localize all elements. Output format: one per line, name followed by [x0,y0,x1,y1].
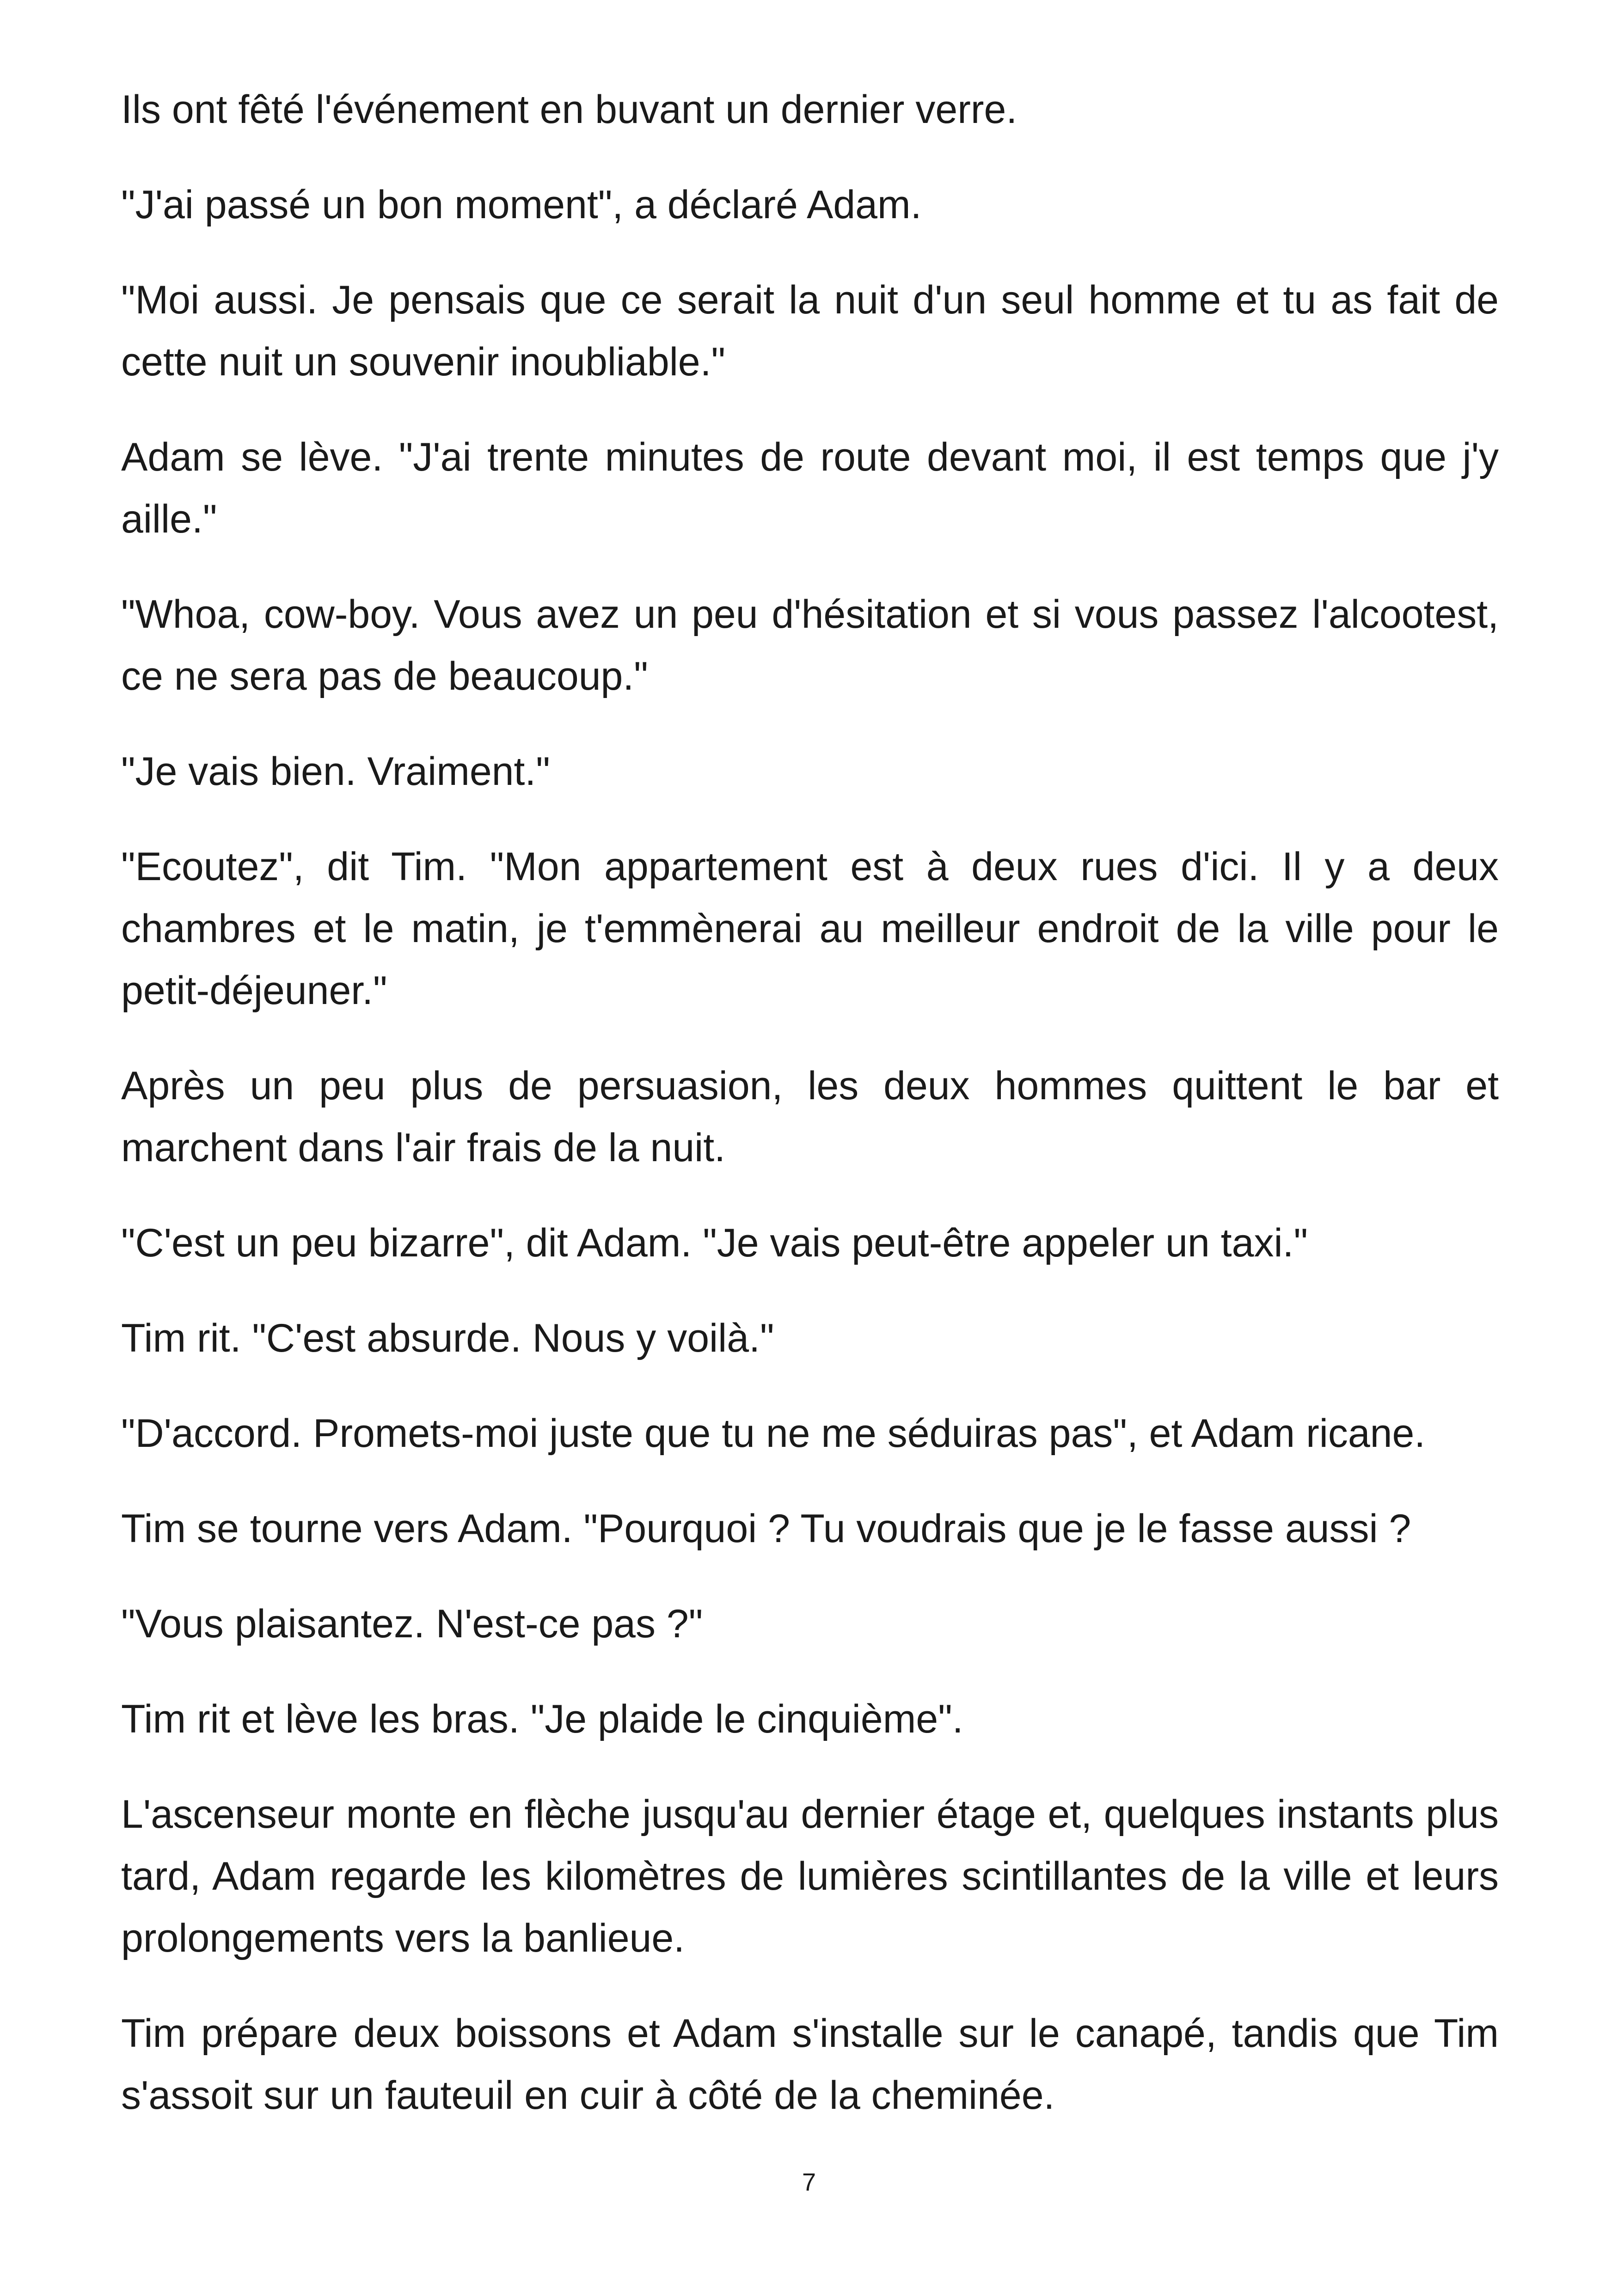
page-number: 7 [802,2168,816,2196]
paragraph: "C'est un peu bizarre", dit Adam. "Je vais peut-être appeler un taxi." [121,1221,1308,1265]
paragraph: Tim rit et lève les bras. "Je plaide le cinquième". [121,1697,963,1741]
paragraph: Après un peu plus de persuasion, les deux hommes quittent le bar et marchent dans l'air frais de la nuit. [121,1064,1499,1170]
paragraph: "Vous plaisantez. N'est-ce pas ?" [121,1602,703,1646]
paragraph: Tim se tourne vers Adam. "Pourquoi ? Tu voudrais que je le fasse aussi ? [121,1506,1411,1551]
paragraph: "D'accord. Promets-moi juste que tu ne me séduiras pas", et Adam ricane. [121,1411,1426,1456]
paragraph: "Je vais bien. Vraiment." [121,749,550,794]
body-text [121,79,1499,2160]
paragraph: Tim prépare deux boissons et Adam s'installe sur le canapé, tandis que Tim s'assoit sur un fauteuil en cuir à côté de la cheminée. [121,2011,1499,2118]
paragraph: "Whoa, cow-boy. Vous avez un peu d'hésitation et si vous passez l'alcootest, ce ne sera pas de beaucoup." [121,592,1499,698]
paragraph: "J'ai passé un bon moment", a déclaré Adam. [121,183,922,227]
paragraph: L'ascenseur monte en flèche jusqu'au dernier étage et, quelques instants plus tard, Adam regarde les kilomètres de lumières scintillantes de la ville et leurs prolongements vers la banlieue. [121,1792,1499,1960]
paragraph: "Ecoutez", dit Tim. "Mon appartement est à deux rues d'ici. Il y a deux chambres et le matin, je t'emmènerai au meilleur endroit de la ville pour le petit-déjeuner." [121,845,1499,1013]
paragraph: "Moi aussi. Je pensais que ce serait la nuit d'un seul homme et tu as fait de cette nuit un souvenir inoubliable." [121,278,1499,384]
paragraph: Ils ont fêté l'événement en buvant un dernier verre. [121,87,1017,132]
paragraph: Adam se lève. "J'ai trente minutes de route devant moi, il est temps que j'y aille." [121,435,1499,541]
paragraph: Tim rit. "C'est absurde. Nous y voilà." [121,1316,774,1360]
